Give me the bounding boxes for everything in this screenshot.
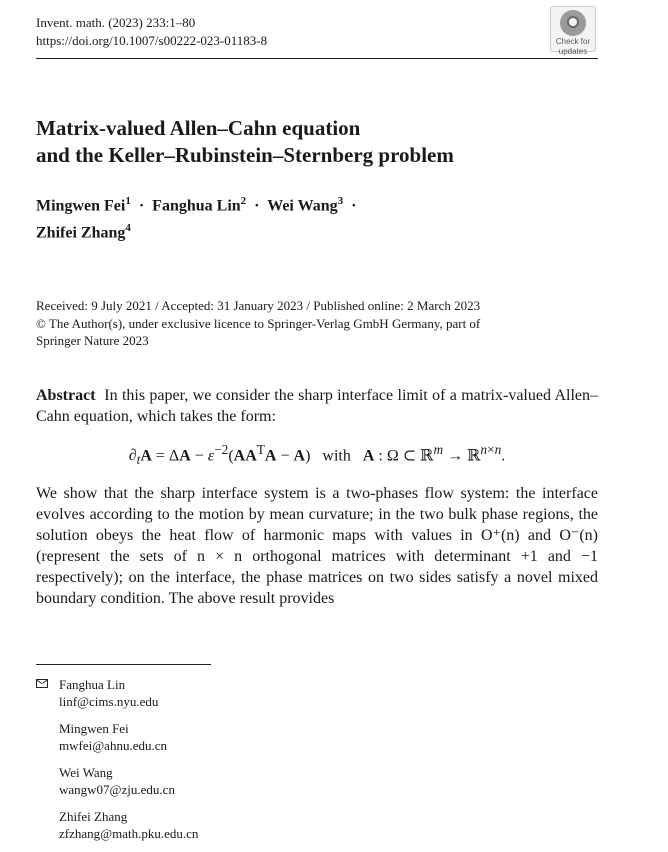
- abstract-body: We show that the sharp interface system is a two-phases flow system: the interface evolves according to the motion by mean curvature; in the two bulk phase regions, the solution obeys the heat flow of harmonic maps with values in O⁺(n) and O⁻(n) (represent the sets of n × n orthogonal matrices with determinant +1 and −1 respectively); on the interface, the phase matrices on two sides satisfy a novel mixed boundary condition. The above result provides: [36, 484, 598, 607]
- publication-dates: [36, 297, 480, 350]
- author-contacts: [36, 676, 198, 852]
- badge-text-2: updates: [558, 47, 588, 56]
- check-for-updates-badge[interactable]: [550, 6, 596, 56]
- author-name[interactable]: Fanghua Lin: [152, 197, 241, 215]
- contact-entry: [36, 676, 198, 710]
- affiliation-mark: 2: [240, 195, 247, 207]
- paper-title: [36, 115, 454, 169]
- contact-entry: [36, 808, 198, 842]
- author-name[interactable]: Wei Wang: [267, 197, 338, 215]
- contact-name: Wei Wang: [59, 765, 113, 780]
- badge-text-1: Check for: [555, 37, 591, 46]
- journal-citation: Invent. math. (2023) 233:1–80: [36, 15, 196, 30]
- copyright-line-1: © The Author(s), under exclusive licence to Springer-Verlag GmbH Germany, part of: [36, 315, 481, 331]
- contact-email[interactable]: wangw07@zju.edu.cn: [59, 782, 175, 797]
- crossmark-icon: [560, 10, 586, 36]
- contact-email[interactable]: linf@cims.nyu.edu: [59, 694, 159, 709]
- abstract-intro-text: In this paper, we consider the sharp interface limit of a matrix-valued Allen–Cahn equation, which takes the form:: [36, 387, 598, 425]
- abstract-section: [36, 385, 598, 609]
- affiliation-mark: 4: [125, 222, 131, 235]
- dates-line-1: Received: 9 July 2021 / Accepted: 31 January 2023 / Published online: 2 March 2023: [36, 298, 481, 313]
- copyright-line-2: Springer Nature 2023: [36, 333, 149, 348]
- contact-entry: [36, 764, 198, 798]
- doi-link[interactable]: https://doi.org/10.1007/s00222-023-01183-8: [36, 33, 268, 48]
- journal-header: [36, 14, 267, 50]
- footnote-rule: [36, 664, 211, 665]
- title-line-1: Matrix-valued Allen–Cahn equation: [36, 116, 361, 140]
- contact-name: Mingwen Fei: [59, 721, 129, 736]
- abstract-intro: [36, 385, 598, 427]
- display-equation: $\partial_tA = \Delta A - \varepsilon^{-2}(AA^TA - A)$ with A : Ω ⊂ ℝ$^m$ → ℝ$^{n\times n}$.: [128, 442, 506, 468]
- affiliation-mark: 1: [125, 195, 131, 207]
- affiliation-mark: 3: [337, 195, 344, 207]
- title-line-2: and the Keller–Rubinstein–Sternberg problem: [36, 143, 454, 167]
- abstract-label: Abstract: [36, 387, 96, 404]
- envelope-icon: [36, 679, 48, 688]
- author-list: Mingwen Fei$^1$ · Fanghua Lin$^2$ · Wei Wang$^3$ · Zhifei Zhang$^4$: [36, 195, 357, 242]
- contact-name: Zhifei Zhang: [59, 809, 128, 824]
- contact-email[interactable]: zfzhang@math.pku.edu.cn: [59, 826, 199, 841]
- contact-name: Fanghua Lin: [59, 677, 126, 692]
- header-rule: [36, 58, 598, 59]
- author-name[interactable]: Zhifei Zhang: [36, 224, 126, 242]
- contact-email[interactable]: mwfei@ahnu.edu.cn: [59, 738, 167, 753]
- author-name[interactable]: Mingwen Fei: [36, 197, 126, 215]
- contact-entry: [36, 720, 198, 754]
